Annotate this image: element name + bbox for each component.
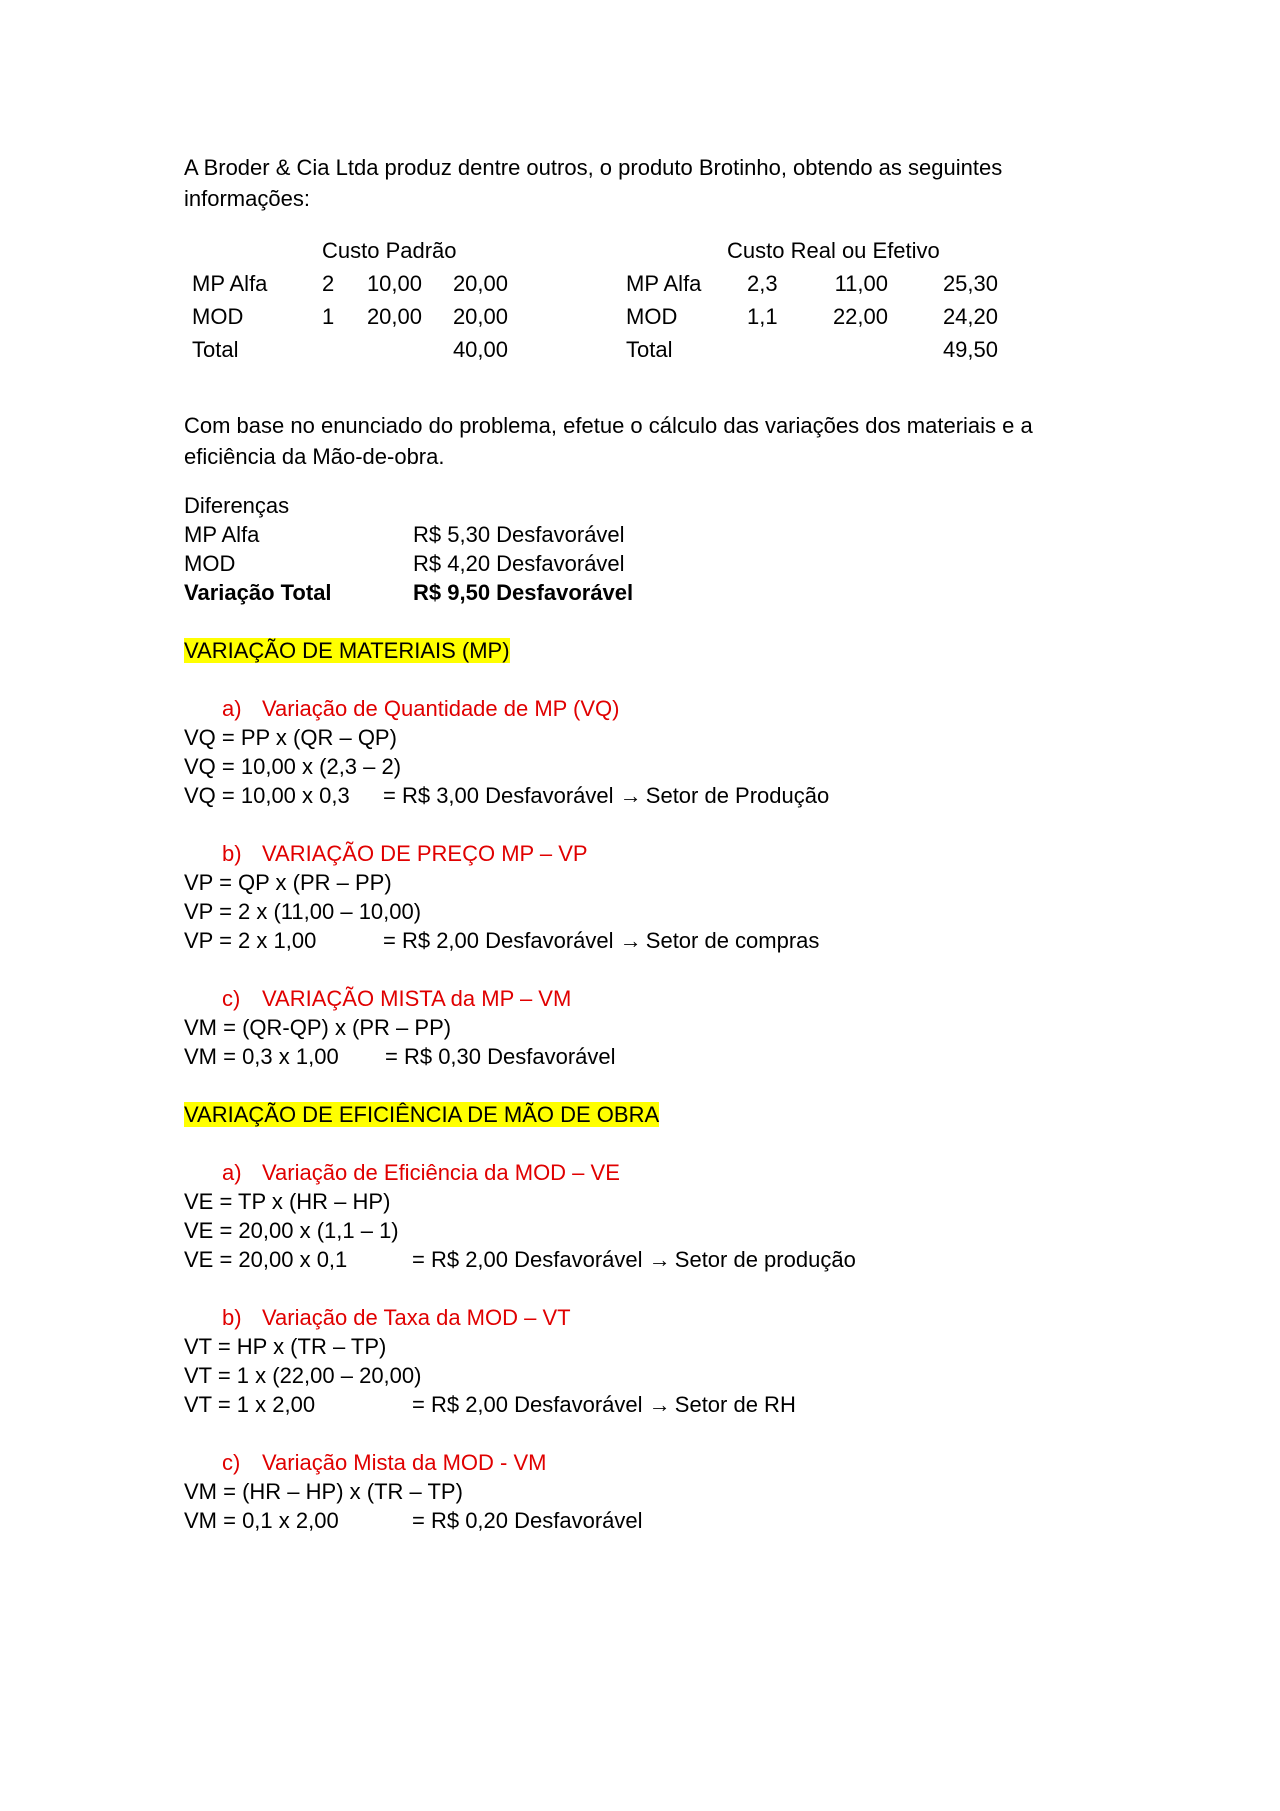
mod-heading-text: VARIAÇÃO DE EFICIÊNCIA DE MÃO DE OBRA bbox=[184, 1102, 660, 1127]
intro-line-2: informações: bbox=[184, 186, 310, 211]
vm-mp-result: = R$ 0,30 Desfavorável bbox=[385, 1044, 616, 1069]
real-row-label: MOD bbox=[626, 304, 678, 329]
arrow-right-icon: → bbox=[619, 928, 642, 953]
vt-title: Variação de Taxa da MOD – VT bbox=[262, 1305, 571, 1330]
real-row-qty: 2,3 bbox=[747, 271, 778, 296]
ve-title: Variação de Eficiência da MOD – VE bbox=[262, 1160, 620, 1185]
real-row-price: 22,00 bbox=[832, 304, 888, 329]
arrow-right-icon: → bbox=[648, 1392, 671, 1417]
vt-result bbox=[412, 1390, 796, 1420]
vq-formula-1: VQ = PP x (QR – QP) bbox=[184, 725, 397, 750]
vm-mp-formula-2: VM = 0,3 x 1,00 bbox=[184, 1044, 339, 1069]
vm-mp-formula-1: VM = (QR-QP) x (PR – PP) bbox=[184, 1015, 452, 1040]
diferenca-label: MOD bbox=[184, 551, 236, 576]
padrao-row-total: 20,00 bbox=[452, 304, 508, 329]
vm-mp-title: VARIAÇÃO MISTA da MP – VM bbox=[262, 986, 572, 1011]
question-line-1: Com base no enunciado do problema, efetue o cálculo das variações dos materiais e a bbox=[184, 413, 1033, 438]
vq-title: Variação de Quantidade de MP (VQ) bbox=[262, 696, 620, 721]
diferencas-title: Diferenças bbox=[184, 493, 290, 518]
arrow-right-icon: → bbox=[648, 1247, 671, 1272]
vp-formula-2: VP = 2 x (11,00 – 10,00) bbox=[184, 899, 422, 924]
question-line-2: eficiência da Mão-de-obra. bbox=[184, 444, 445, 469]
padrao-row-price: 20,00 bbox=[366, 304, 422, 329]
diferenca-total-value: R$ 9,50 Desfavorável bbox=[413, 580, 634, 605]
vp-setor: Setor de compras bbox=[645, 928, 820, 953]
diferenca-total-label: Variação Total bbox=[184, 580, 332, 605]
vq-formula-2: VQ = 10,00 x (2,3 – 2) bbox=[184, 754, 402, 779]
ve-formula-1: VE = TP x (HR – HP) bbox=[184, 1189, 391, 1214]
diferenca-label: MP Alfa bbox=[184, 522, 260, 547]
vp-marker: b) bbox=[222, 841, 242, 866]
diferenca-value: R$ 5,30 Desfavorável bbox=[413, 522, 625, 547]
vp-formula-1: VP = QP x (PR – PP) bbox=[184, 870, 392, 895]
vp-title: VARIAÇÃO DE PREÇO MP – VP bbox=[262, 841, 588, 866]
vp-result-value: = R$ 2,00 Desfavorável bbox=[383, 928, 614, 953]
padrao-row-total: 20,00 bbox=[452, 271, 508, 296]
vq-result bbox=[383, 781, 829, 811]
vt-setor: Setor de RH bbox=[674, 1392, 796, 1417]
mod-section-heading bbox=[184, 1100, 659, 1130]
padrao-row-qty: 1 bbox=[322, 304, 335, 329]
padrao-row-label: MOD bbox=[192, 304, 244, 329]
real-row-total: 24,20 bbox=[942, 304, 998, 329]
real-row-label: Total bbox=[626, 337, 673, 362]
arrow-right-icon: → bbox=[619, 783, 642, 808]
vm-mod-formula-2: VM = 0,1 x 2,00 bbox=[184, 1508, 339, 1533]
padrao-row-qty: 2 bbox=[322, 271, 335, 296]
vt-marker: b) bbox=[222, 1305, 242, 1330]
ve-marker: a) bbox=[222, 1160, 242, 1185]
padrao-row-label: MP Alfa bbox=[192, 271, 268, 296]
real-row-total: 25,30 bbox=[942, 271, 998, 296]
real-row-label: MP Alfa bbox=[626, 271, 702, 296]
padrao-title: Custo Padrão bbox=[322, 238, 457, 263]
intro-line-1: A Broder & Cia Ltda produz dentre outros, o produto Brotinho, obtendo as seguintes bbox=[184, 155, 1003, 180]
vq-setor: Setor de Produção bbox=[645, 783, 830, 808]
vm-mod-result: = R$ 0,20 Desfavorável bbox=[412, 1508, 643, 1533]
vt-formula-1: VT = HP x (TR – TP) bbox=[184, 1334, 387, 1359]
vq-marker: a) bbox=[222, 696, 242, 721]
ve-formula-3: VE = 20,00 x 0,1 bbox=[184, 1247, 348, 1272]
diferenca-value: R$ 4,20 Desfavorável bbox=[413, 551, 625, 576]
ve-result-value: = R$ 2,00 Desfavorável bbox=[412, 1247, 643, 1272]
vt-formula-2: VT = 1 x (22,00 – 20,00) bbox=[184, 1363, 422, 1388]
padrao-row-label: Total bbox=[192, 337, 239, 362]
vp-result bbox=[383, 926, 819, 956]
real-row-total: 49,50 bbox=[942, 337, 998, 362]
vm-mod-marker: c) bbox=[222, 1450, 241, 1475]
vm-mod-title: Variação Mista da MOD - VM bbox=[262, 1450, 547, 1475]
ve-result bbox=[412, 1245, 856, 1275]
vt-formula-3: VT = 1 x 2,00 bbox=[184, 1392, 316, 1417]
vt-result-value: = R$ 2,00 Desfavorável bbox=[412, 1392, 643, 1417]
vp-formula-3: VP = 2 x 1,00 bbox=[184, 928, 317, 953]
real-row-price: 11,00 bbox=[834, 271, 888, 296]
ve-formula-2: VE = 20,00 x (1,1 – 1) bbox=[184, 1218, 399, 1243]
vm-mp-marker: c) bbox=[222, 986, 241, 1011]
real-title: Custo Real ou Efetivo bbox=[727, 238, 940, 263]
vq-result-value: = R$ 3,00 Desfavorável bbox=[383, 783, 614, 808]
mp-section-heading bbox=[184, 636, 510, 666]
padrao-row-price: 10,00 bbox=[366, 271, 422, 296]
vm-mod-formula-1: VM = (HR – HP) x (TR – TP) bbox=[184, 1479, 463, 1504]
padrao-row-total: 40,00 bbox=[452, 337, 508, 362]
vq-formula-3: VQ = 10,00 x 0,3 bbox=[184, 783, 350, 808]
mp-heading-text: VARIAÇÃO DE MATERIAIS (MP) bbox=[184, 638, 510, 663]
real-row-qty: 1,1 bbox=[747, 304, 778, 329]
ve-setor: Setor de produção bbox=[674, 1247, 856, 1272]
